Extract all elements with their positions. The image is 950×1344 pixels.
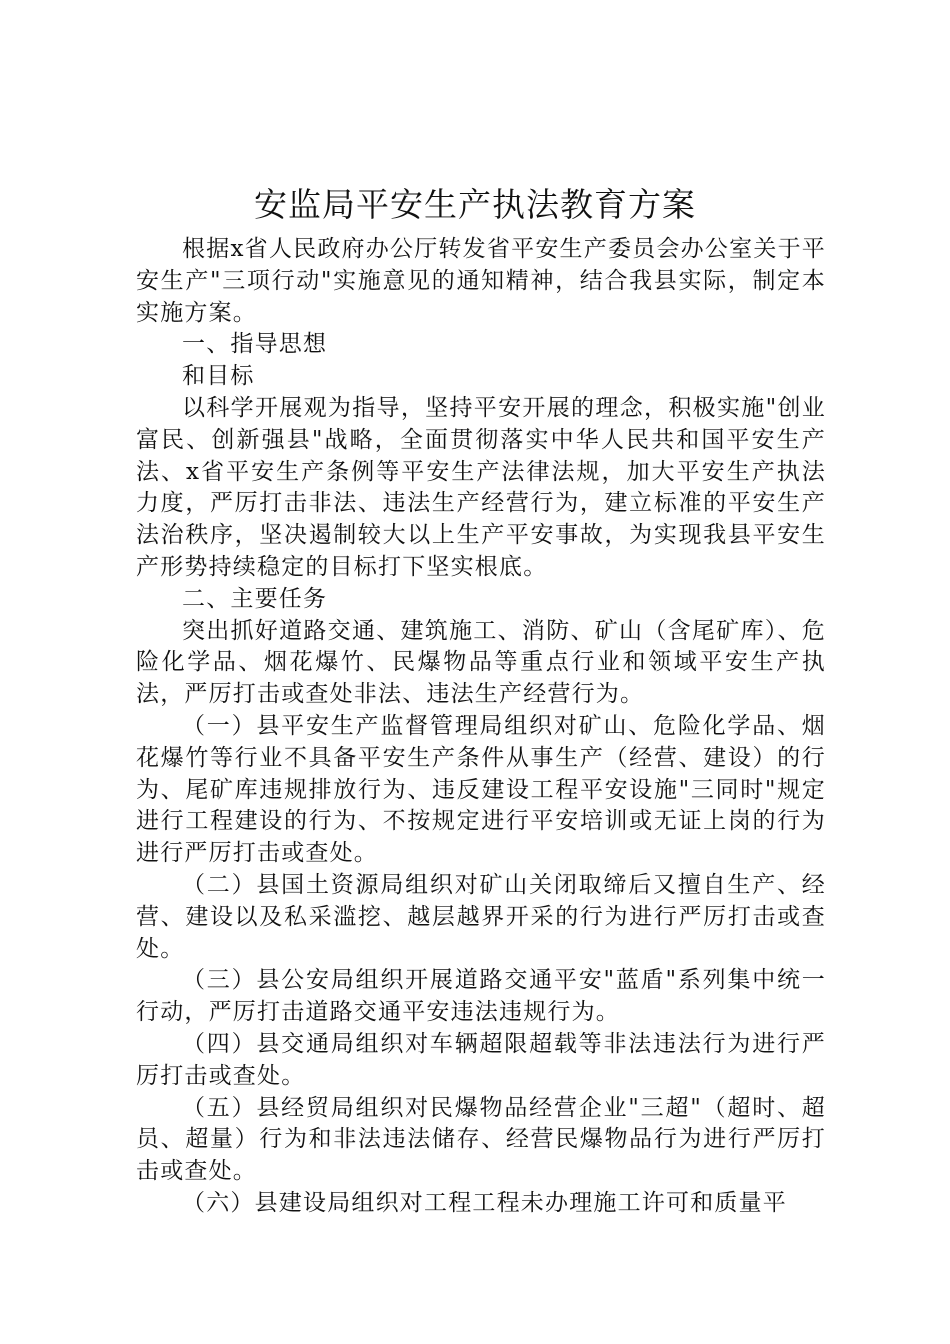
paragraph-main-tasks: 突出抓好道路交通、建筑施工、消防、矿山（含尾矿库）、危险化学品、烟花爆竹、民爆物品等重点行业和领域平安生产执法，严厉打击或查处非法、违法生产经营行为。: [136, 617, 826, 708]
paragraph-guiding-thought: 以科学开展观为指导，坚持平安开展的理念，积极实施"创业富民、创新强县"战略，全面贯彻落实中华人民共和国平安生产法、x省平安生产条例等平安生产法律法规，加大平安生产执法力度，严厉打击非法、违法生产经营行为，建立标准的平安生产法治秩序，坚决遏制较大以上生产平安事故，为实现我县平安生产形势持续稳定的目标打下坚实根底。: [136, 394, 826, 580]
section-heading-guiding-thought: 一、指导思想: [182, 331, 328, 358]
paragraph-task-2: （二）县国土资源局组织对矿山关闭取缔后又擅自生产、经营、建设以及私采滥挖、越层越界开采的行为进行严厉打击或查处。: [136, 871, 826, 962]
paragraph-intro: 根据x省人民政府办公厅转发省平安生产委员会办公室关于平安生产"三项行动"实施意见的通知精神，结合我县实际，制定本实施方案。: [136, 236, 826, 326]
document-title: 安监局平安生产执法教育方案: [254, 185, 696, 224]
paragraph-task-6: （六）县建设局组织对工程工程未办理施工许可和质量平: [182, 1189, 787, 1216]
paragraph-task-3: （三）县公安局组织开展道路交通平安"蓝盾"系列集中统一行动，严厉打击道路交通平安违法违规行为。: [136, 967, 826, 1026]
section-heading-main-tasks: 二、主要任务: [182, 585, 328, 612]
paragraph-task-1: （一）县平安生产监督管理局组织对矿山、危险化学品、烟花爆竹等行业不具备平安生产条件从事生产（经营、建设）的行为、尾矿库违规排放行为、违反建设工程平安设施"三同时"规定进行工程建设的行为、不按规定进行平安培训或无证上岗的行为进行严厉打击或查处。: [136, 712, 826, 867]
paragraph-task-5: （五）县经贸局组织对民爆物品经营企业"三超"（超时、超员、超量）行为和非法违法储存、经营民爆物品行为进行严厉打击或查处。: [136, 1094, 826, 1185]
paragraph-task-4: （四）县交通局组织对车辆超限超载等非法违法行为进行严厉打击或查处。: [136, 1030, 826, 1089]
document-body: [136, 234, 826, 1220]
section-heading-objectives: 和目标: [182, 363, 255, 390]
